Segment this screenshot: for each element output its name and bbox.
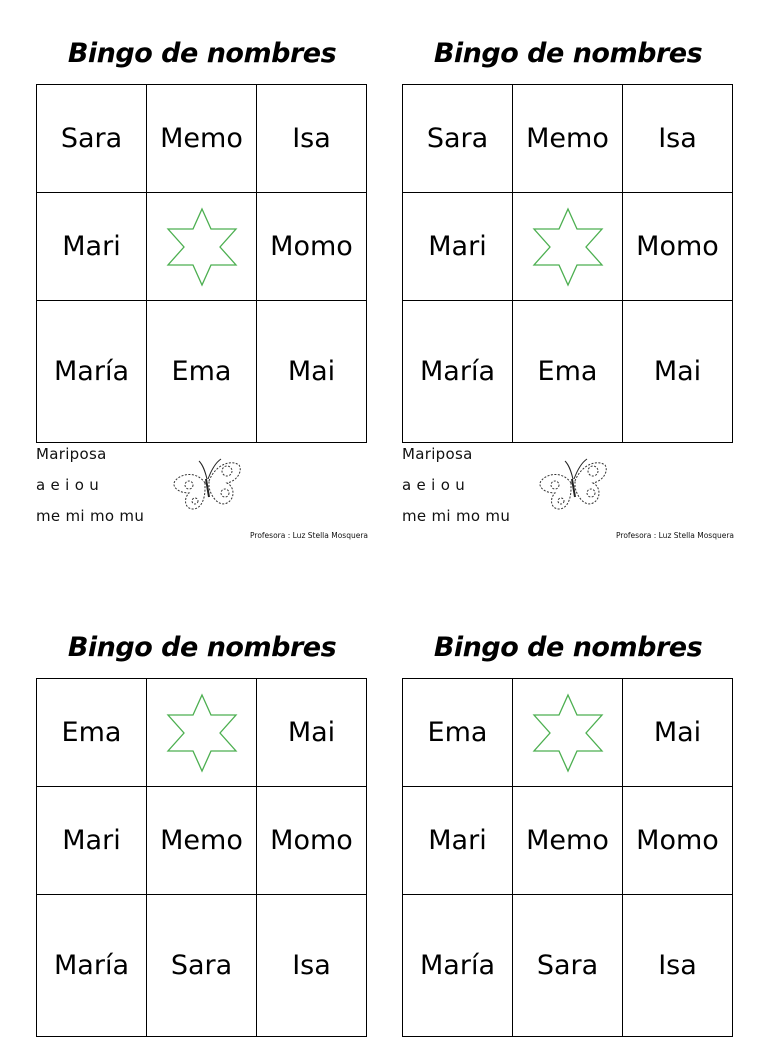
bingo-grid	[36, 678, 367, 1037]
bingo-cell[interactable]: Mari	[37, 787, 147, 895]
card-title: Bingo de nombres	[433, 632, 703, 663]
footer-vowels: a e i o u	[36, 476, 100, 494]
free-space-star-cell[interactable]	[513, 193, 623, 301]
bingo-cell[interactable]: Mai	[623, 679, 733, 787]
bingo-cell[interactable]: Mari	[403, 787, 513, 895]
bingo-grid	[402, 84, 733, 443]
bingo-cell[interactable]: Mai	[623, 301, 733, 443]
bingo-cell[interactable]: Ema	[147, 301, 257, 443]
bingo-cell[interactable]: Memo	[147, 787, 257, 895]
bingo-cell[interactable]: Mai	[257, 301, 367, 443]
bingo-grid	[36, 84, 367, 443]
bingo-cell[interactable]: Sara	[147, 895, 257, 1037]
card-title: Bingo de nombres	[67, 38, 337, 69]
bingo-cell[interactable]: Isa	[257, 85, 367, 193]
bingo-cell[interactable]: Mari	[37, 193, 147, 301]
bingo-cell[interactable]: Sara	[37, 85, 147, 193]
bingo-cell[interactable]: María	[37, 895, 147, 1037]
butterfly-icon	[535, 453, 611, 517]
bingo-cell[interactable]: Momo	[257, 787, 367, 895]
star-icon	[530, 693, 606, 773]
bingo-cell[interactable]: Mai	[257, 679, 367, 787]
bingo-cell[interactable]: Momo	[623, 787, 733, 895]
bingo-cell[interactable]: Momo	[623, 193, 733, 301]
footer-word: Mariposa	[402, 445, 473, 463]
free-space-star-cell[interactable]	[513, 679, 623, 787]
bingo-cell[interactable]: Ema	[513, 301, 623, 443]
star-icon	[164, 207, 240, 287]
free-space-star-cell[interactable]	[147, 679, 257, 787]
bingo-cell[interactable]: Momo	[257, 193, 367, 301]
star-icon	[530, 207, 606, 287]
bingo-grid	[402, 678, 733, 1037]
card-footer	[402, 441, 734, 551]
bingo-cell[interactable]: Isa	[623, 85, 733, 193]
footer-syllables: me mi mo mu	[402, 507, 511, 525]
footer-vowels: a e i o u	[402, 476, 466, 494]
bingo-cell[interactable]: Memo	[513, 787, 623, 895]
bingo-cell[interactable]: Ema	[37, 679, 147, 787]
bingo-cell[interactable]: Memo	[513, 85, 623, 193]
footer-word: Mariposa	[36, 445, 107, 463]
card-title: Bingo de nombres	[67, 632, 337, 663]
bingo-cell[interactable]: María	[403, 301, 513, 443]
free-space-star-cell[interactable]	[147, 193, 257, 301]
teacher-credit: Profesora : Luz Stella Mosquera	[616, 531, 734, 540]
card-title: Bingo de nombres	[433, 38, 703, 69]
footer-syllables: me mi mo mu	[36, 507, 145, 525]
bingo-cell[interactable]: Isa	[257, 895, 367, 1037]
bingo-cell[interactable]: Sara	[513, 895, 623, 1037]
bingo-cell[interactable]: María	[37, 301, 147, 443]
bingo-cell[interactable]: Sara	[403, 85, 513, 193]
bingo-cell[interactable]: María	[403, 895, 513, 1037]
card-footer	[36, 441, 368, 551]
bingo-cell[interactable]: Mari	[403, 193, 513, 301]
bingo-cell[interactable]: Isa	[623, 895, 733, 1037]
bingo-cell[interactable]: Ema	[403, 679, 513, 787]
star-icon	[164, 693, 240, 773]
teacher-credit: Profesora : Luz Stella Mosquera	[250, 531, 368, 540]
butterfly-icon	[169, 453, 245, 517]
bingo-cell[interactable]: Memo	[147, 85, 257, 193]
